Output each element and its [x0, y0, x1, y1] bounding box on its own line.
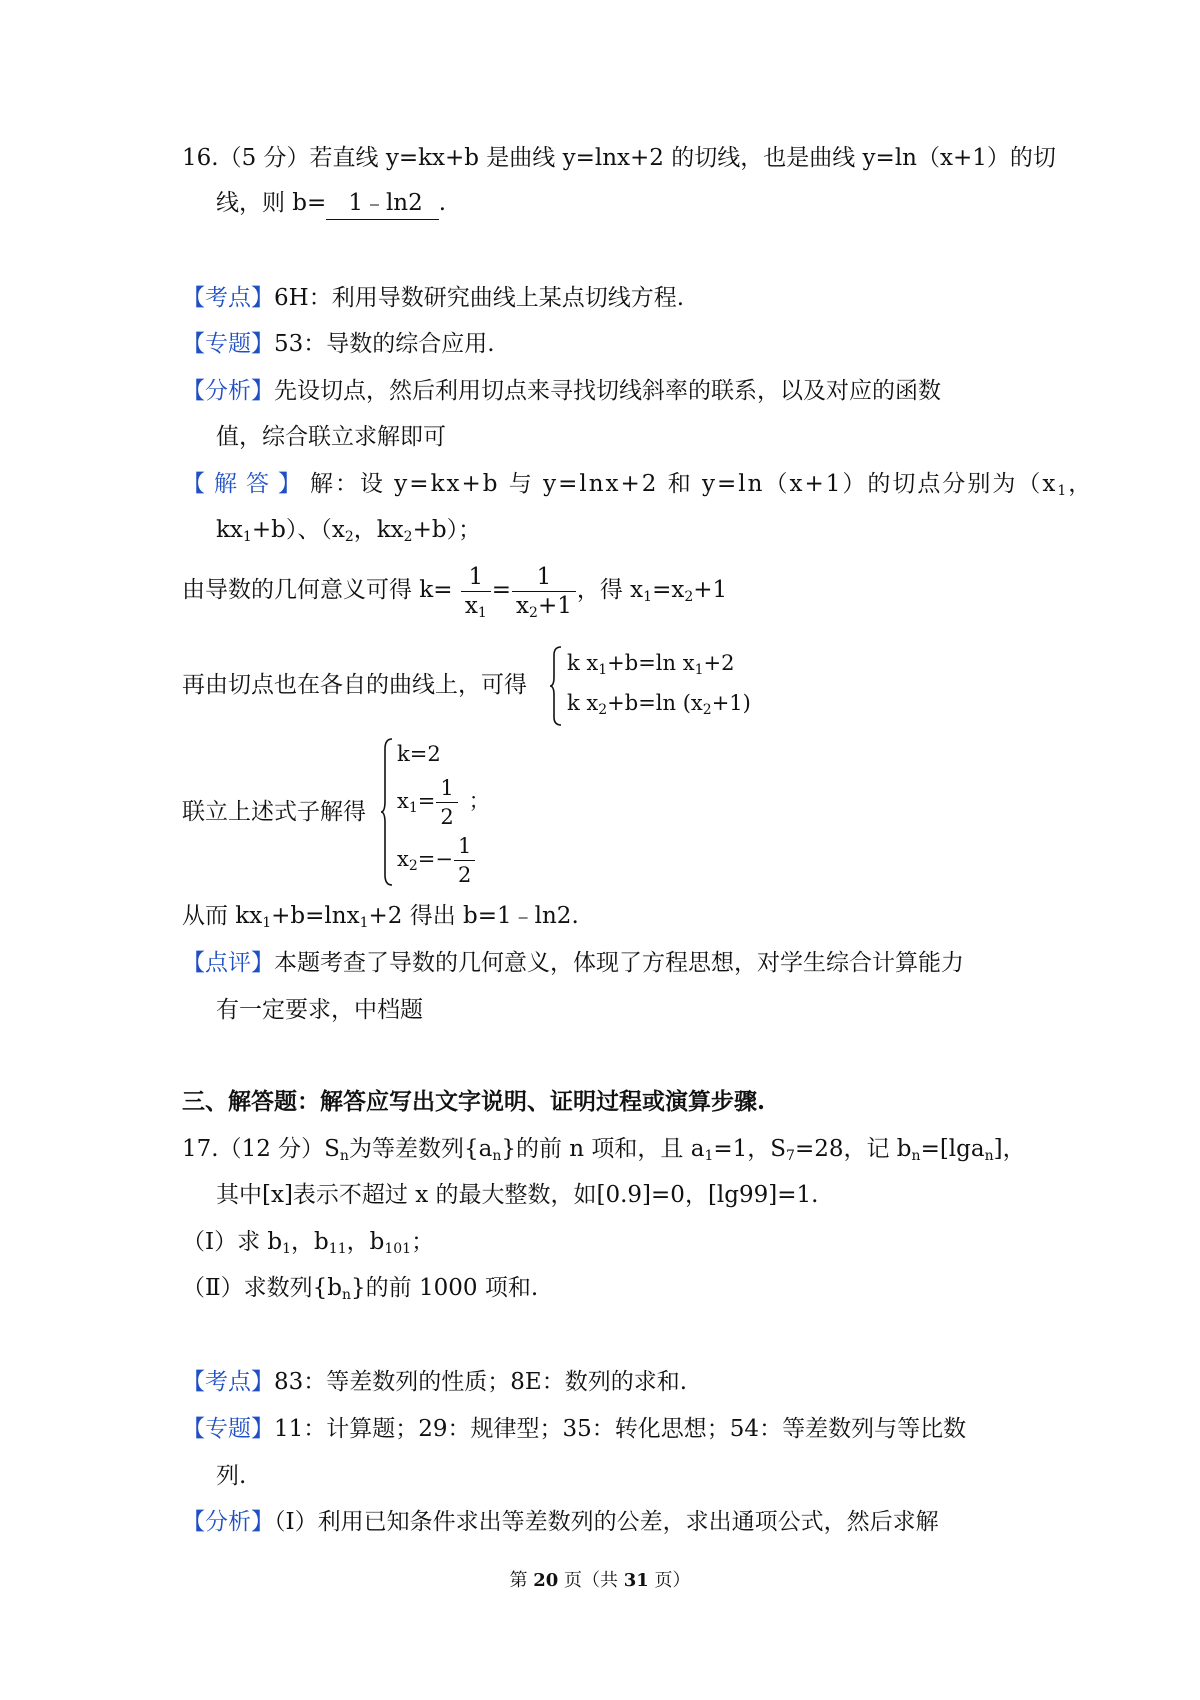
sys2-l3-eq: =−	[417, 847, 453, 871]
system1-eq1	[567, 643, 751, 683]
geo-after-b: =x	[652, 577, 685, 603]
frac1-den-sub: 1	[477, 604, 487, 621]
q17-l2: 其中[x]表示不超过 x 的最大整数，如[0.9]=0，[lg99]=1.	[216, 1182, 819, 1208]
footer-pre: 第	[509, 1570, 534, 1591]
sys2-l2-den: 2	[440, 805, 454, 829]
kaodian-tag: 【考点】	[182, 285, 274, 311]
q17-l1-a: 17.（12 分）S	[182, 1136, 340, 1162]
result-line	[182, 900, 579, 932]
sys1-l1-c: +2	[703, 651, 735, 675]
q17-l1-sub6: n	[984, 1148, 994, 1164]
q17-line2	[216, 1179, 818, 1211]
fenxi-line2: 值，综合联立求解即可	[216, 424, 446, 450]
system-1	[567, 643, 751, 723]
q17-l1-g: ]，	[993, 1136, 1026, 1162]
q16-fenxi	[182, 375, 941, 407]
system1-eq2	[567, 683, 751, 723]
q17-zhuanti-line1: 11：计算题；29：规律型；35：转化思想；54：等差数列与等比数	[274, 1416, 967, 1442]
result-sub1: 1	[262, 915, 272, 931]
sys1-l2-sub2: 2	[702, 702, 712, 718]
jieda-line1-end: ，	[1068, 471, 1094, 497]
q17-p1-a: （Ⅰ）求 b	[182, 1229, 283, 1255]
brace-system-1	[549, 645, 563, 727]
fraction-one-half	[436, 774, 457, 831]
q17-l1-e: =28，记 b	[794, 1136, 912, 1162]
system-2	[397, 736, 490, 888]
q17-line1	[182, 1133, 1026, 1165]
sys2-l2-sub: 1	[408, 800, 418, 816]
q17-l1-sub4: 7	[786, 1148, 795, 1164]
q16-jieda	[182, 468, 1093, 500]
q17-p1-sub2: 11	[328, 1241, 347, 1257]
frac2-den-x: x	[516, 592, 530, 619]
q17-p1-sub3: 101	[384, 1241, 412, 1257]
sys2-l2-eq: =	[417, 789, 436, 813]
q16-answer-blank: 1﹣ln2	[326, 187, 438, 220]
fraction-1-over-x2plus1	[512, 563, 576, 620]
sys2-l2-x: x	[397, 789, 409, 813]
footer-page-number: 20	[533, 1570, 559, 1591]
q16-line2	[216, 187, 446, 220]
q17-p2-sub: n	[342, 1287, 352, 1303]
result-sub2: 1	[359, 915, 369, 931]
sys2-l3-num: 1	[454, 832, 475, 861]
q17-l1-d: =1，S	[713, 1136, 787, 1162]
q16-dianping	[182, 947, 964, 979]
jieda-l2-sub2: 2	[344, 529, 354, 545]
q17-kaodian-tag: 【考点】	[182, 1369, 274, 1395]
q17-l1-sub1: n	[339, 1148, 349, 1164]
brace-system-2	[380, 737, 394, 887]
q17-p1-sub1: 1	[282, 1241, 292, 1257]
page-footer	[0, 1566, 1200, 1592]
zhuanti-text: 53：导数的综合应用.	[274, 331, 495, 357]
frac2-den	[512, 592, 576, 620]
q16-dianping-cont	[216, 994, 423, 1026]
sys2-l1: k=2	[397, 742, 441, 766]
jieda-l2-d: +b）；	[412, 517, 482, 543]
fenxi-tag: 【分析】	[182, 378, 274, 404]
geo-after-sub1: 1	[643, 589, 653, 605]
sys1-l2-sub1: 2	[598, 702, 608, 718]
jieda-l2-c: ，kx	[353, 517, 404, 543]
sys1-l2-b: +b=ln (x	[607, 691, 703, 715]
fenxi-line1: 先设切点，然后利用切点来寻找切线斜率的联系，以及对应的函数	[274, 378, 941, 404]
q17-p2-a: （Ⅱ）求数列{b	[182, 1275, 342, 1301]
kaodian-text: 6H：利用导数研究曲线上某点切线方程.	[274, 285, 685, 311]
q17-part1	[182, 1226, 434, 1258]
q16-stem: 16.（5 分）若直线 y=kx+b 是曲线 y=lnx+2 的切线，也是曲线 y=ln（x+1）的切	[182, 145, 1056, 171]
sys1-l2-c: +1)	[711, 691, 751, 715]
q16-stem-cont: 线，则 b=	[216, 190, 327, 216]
q17-fenxi	[182, 1506, 939, 1538]
q17-part2	[182, 1272, 538, 1304]
solve-before: 联立上述式子解得	[182, 799, 366, 825]
result-c: +2 得出 b=1﹣ln2.	[368, 903, 579, 929]
curve-line	[182, 669, 527, 701]
q17-zhuanti	[182, 1413, 966, 1445]
geo-after-sub2: 2	[684, 589, 694, 605]
q17-kaodian-text: 83：等差数列的性质；8E：数列的求和.	[274, 1369, 688, 1395]
jieda-tag: 【解答】	[182, 471, 310, 497]
frac1-num: 1	[461, 563, 491, 592]
jieda-l2-sub1: 1	[242, 529, 252, 545]
q17-zhuanti-cont	[216, 1460, 246, 1492]
sys2-l3-den: 2	[457, 863, 472, 887]
section-heading-text: 三、解答题：解答应写出文字说明、证明过程或演算步骤.	[182, 1088, 766, 1115]
q17-l1-b: 为等差数列{a	[348, 1136, 493, 1162]
jieda-line1: 解：设 y=kx+b 与 y=lnx+2 和 y=ln（x+1）的切点分别为（x	[310, 471, 1058, 497]
q17-zhuanti-tag: 【专题】	[182, 1416, 274, 1442]
q16-jieda-cont	[216, 514, 481, 546]
system2-x1	[397, 772, 490, 830]
q17-l1-sub3: 1	[704, 1148, 714, 1164]
geo-line	[182, 560, 727, 620]
q16-fenxi-cont	[216, 421, 446, 453]
q17-l1-sub5: n	[911, 1148, 921, 1164]
q16-zhuanti	[182, 328, 495, 360]
dianping-line2: 有一定要求，中档题	[216, 997, 423, 1023]
q16-kaodian	[182, 282, 684, 314]
jieda-l2-sub3: 2	[403, 529, 413, 545]
frac1-den-x: x	[464, 592, 478, 619]
curve-before: 再由切点也在各自的曲线上，可得	[182, 672, 527, 698]
jieda-l2-a: kx	[216, 517, 243, 543]
geo-before: 由导数的几何意义可得 k=	[182, 577, 453, 603]
q17-zhuanti-line2: 列.	[216, 1463, 247, 1489]
dianping-line1: 本题考查了导数的几何意义，体现了方程思想，对学生综合计算能力	[274, 950, 964, 976]
sys2-l3-sub: 2	[408, 858, 418, 874]
q17-fenxi-line1: （Ⅰ）利用已知条件求出等差数列的公差，求出通项公式，然后求解	[274, 1509, 939, 1535]
footer-total-pages: 31	[623, 1570, 649, 1591]
sys1-l1-sub1: 1	[598, 662, 608, 678]
section-heading	[182, 1086, 765, 1118]
solve-after: ；	[468, 789, 490, 813]
sys1-l1-b: +b=ln x	[607, 651, 695, 675]
q17-kaodian	[182, 1366, 687, 1398]
system2-k	[397, 736, 490, 772]
dianping-tag: 【点评】	[182, 950, 274, 976]
solve-line	[182, 796, 366, 828]
q17-p1-d: ；	[411, 1229, 435, 1255]
geo-after-c: +1	[693, 577, 728, 603]
footer-mid: 页（共	[558, 1570, 624, 1591]
frac2-num: 1	[512, 563, 576, 592]
zhuanti-tag: 【专题】	[182, 331, 274, 357]
jieda-sub: 1	[1057, 483, 1069, 499]
q17-p2-b: }的前 1000 项和.	[351, 1275, 539, 1301]
q16-line1	[182, 142, 1056, 174]
fraction-neg-one-half	[454, 832, 475, 889]
sys2-l2-num: 1	[436, 774, 457, 803]
footer-post: 页）	[648, 1570, 691, 1591]
sys1-l1-a: k x	[567, 651, 599, 675]
jieda-l2-b: +b）、（x	[251, 517, 345, 543]
result-b: +b=lnx	[271, 903, 360, 929]
frac2-den-plus: +1	[537, 592, 572, 619]
frac1-den	[461, 592, 491, 620]
sys1-l1-sub2: 1	[694, 662, 704, 678]
frac2-den-sub: 2	[529, 604, 538, 621]
result-a: 从而 kx	[182, 903, 263, 929]
sys2-l3-x: x	[397, 847, 409, 871]
system2-x2	[397, 830, 490, 888]
fraction-1-over-x1	[461, 563, 491, 620]
geo-after-a: ，得 x	[576, 577, 644, 603]
q17-l1-sub2: n	[492, 1148, 502, 1164]
q17-l1-c: }的前 n 项和，且 a	[501, 1136, 705, 1162]
q17-fenxi-tag: 【分析】	[182, 1509, 274, 1535]
q17-l1-f: =[lga	[920, 1136, 985, 1162]
sys1-l2-a: k x	[567, 691, 599, 715]
q17-p1-c: ，b	[346, 1229, 385, 1255]
geo-eq: =	[491, 577, 512, 603]
q16-period: .	[438, 190, 447, 216]
q17-p1-b: ，b	[291, 1229, 329, 1255]
